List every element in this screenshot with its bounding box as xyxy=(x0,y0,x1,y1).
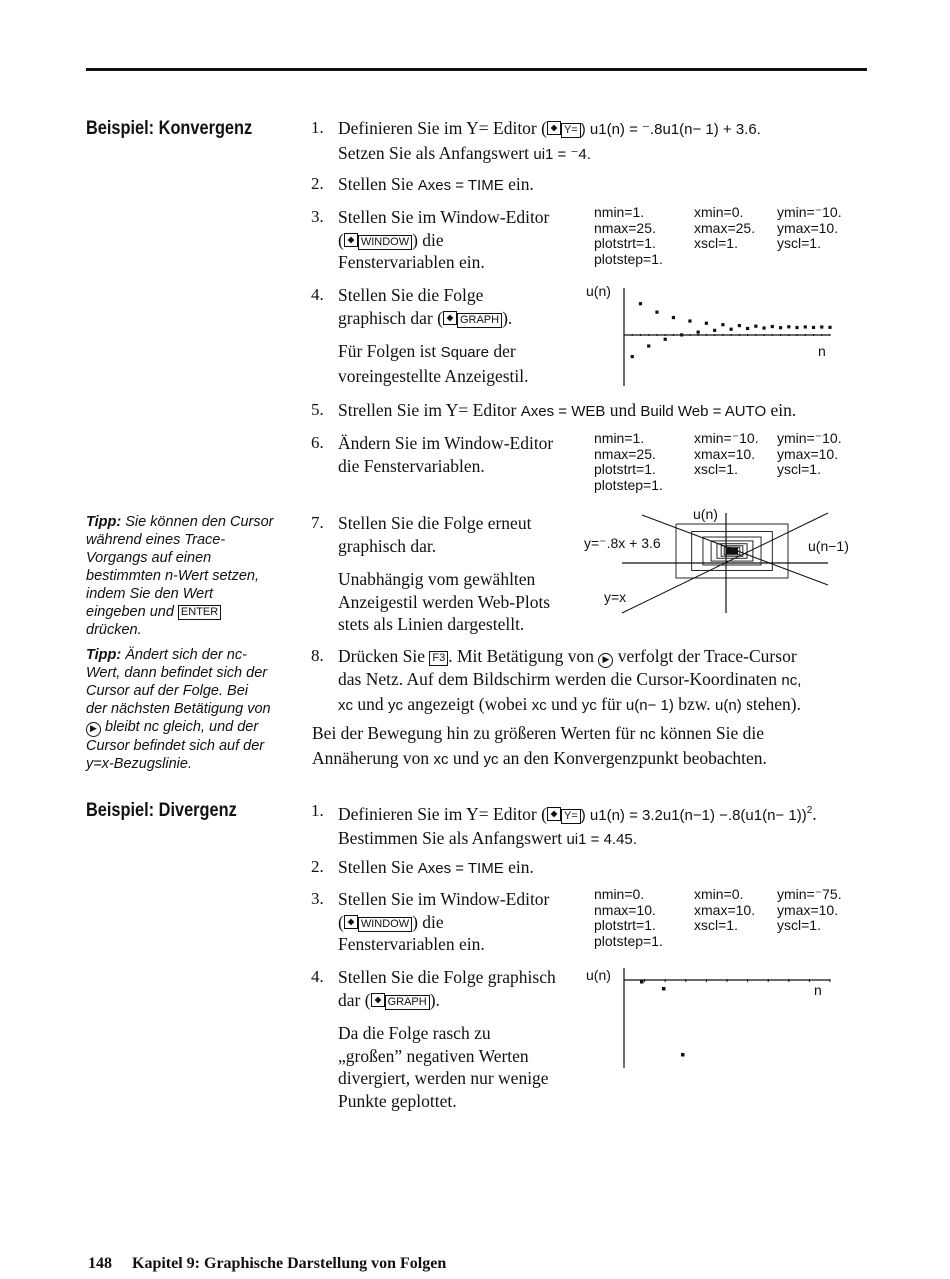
diamond-key-icon xyxy=(547,807,561,821)
convergence-time-graph xyxy=(582,280,842,392)
div-step-3-text: Stellen Sie im Window-Editor ( WINDOW ) die Fenstervariablen ein. xyxy=(338,889,550,954)
graph-point xyxy=(664,338,667,341)
step-1-text: Definieren Sie im Y= Editor ( Y= ) u1(n) = ⁻.8u1(n− 1) + 3.6. Setzen Sie als Anfangswert ui1 = ⁻4. xyxy=(338,118,761,163)
graph-point xyxy=(787,325,790,328)
tip-2: Tipp: Ändert sich der nc- Wert, dann befindet sich der Cursor auf der Folge. Bei der nächsten Betätigung von ▶ bleibt nc gleich, und der Cursor befindet sich auf der y=x-Bezugslinie. xyxy=(86,647,271,772)
key-graph: GRAPH xyxy=(385,995,430,1010)
step-number: 5. xyxy=(311,400,324,419)
graph-point xyxy=(746,327,749,330)
step-6-text: Ändern Sie im Window-Editor die Fenstervariablen. xyxy=(338,433,554,476)
step-7-text: Stellen Sie die Folge erneut graphisch dar. Unabhängig vom gewählten Anzeigestil werden Web-Plots stets als Linien dargestellt. xyxy=(338,513,551,634)
step-number: 3. xyxy=(311,207,324,226)
window-vars-table: nmin=0. xmin=0. ymin=⁻75. nmax=10. xmax=10. ymax=10. plotstrt=1. xscl=1. yscl=1. plotstep=1. xyxy=(594,886,842,949)
graph-point xyxy=(647,344,650,347)
graph-point xyxy=(705,322,708,325)
web-label-equation: y=⁻.8x + 3.6 xyxy=(584,535,661,551)
top-rule xyxy=(86,68,867,71)
divergence-time-graph xyxy=(582,964,842,1074)
footer xyxy=(88,1255,446,1273)
graph-point xyxy=(680,333,683,336)
step-number: 6. xyxy=(311,433,324,452)
step-number: 4. xyxy=(311,285,324,304)
tip-1: Tipp: Sie können den Cursor während eines Trace- Vorgangs auf einen bestimmten n-Wert setzen, indem Sie den Wert eingeben und ENTER drücken. xyxy=(86,514,274,638)
step-2-text: Stellen Sie Axes = TIME ein. xyxy=(338,174,534,194)
graph-point xyxy=(762,326,765,329)
web-cobweb xyxy=(676,524,788,578)
step-number: 3. xyxy=(311,889,324,908)
div-step-2-text: Stellen Sie Axes = TIME ein. xyxy=(338,857,534,877)
diamond-key-icon xyxy=(443,311,457,325)
step-number: 2. xyxy=(311,857,324,876)
step-number: 7. xyxy=(311,513,324,532)
key-f3: F3 xyxy=(429,651,448,666)
graph-point xyxy=(804,325,807,328)
graph-point xyxy=(640,980,644,984)
graph-point xyxy=(820,325,823,328)
graph-xlabel: n xyxy=(814,982,822,998)
step-number: 8. xyxy=(311,646,324,665)
graph-point xyxy=(681,1053,685,1057)
graph-point xyxy=(812,326,815,329)
graph-point xyxy=(672,316,675,319)
graph-point xyxy=(771,325,774,328)
web-label-un: u(n) xyxy=(693,506,718,522)
web-label-un1: u(n−1) xyxy=(808,538,849,554)
step-8-text: Drücken Sie F3 . Mit Betätigung von ▶ verfolgt der Trace-Cursor das Netz. Auf dem Bildschirm werden die Cursor-Koordinaten nc, xc und yc angezeigt (wobei xc und yc für u(n− 1) bzw. u(n) stehen). xyxy=(338,646,802,714)
step-4-text: Stellen Sie die Folge graphisch dar ( GRAPH ). Für Folgen ist Square der voreingestellte Anzeigestil. xyxy=(338,285,529,386)
graph-point xyxy=(779,326,782,329)
step-number: 1. xyxy=(311,801,324,820)
graph-point xyxy=(697,331,700,334)
right-arrow-key-icon: ▶ xyxy=(86,722,101,737)
step-number: 1. xyxy=(311,118,324,137)
key-enter: ENTER xyxy=(178,605,221,620)
graph-point xyxy=(754,325,757,328)
graph-point xyxy=(795,326,798,329)
diamond-key-icon xyxy=(547,121,561,135)
web-label-yx: y=x xyxy=(604,589,627,605)
window-vars-table: nmin=1. xmin=0. ymin=⁻10. nmax=25. xmax=25. ymax=10. plotstrt=1. xscl=1. yscl=1. plotstep=1. xyxy=(594,204,842,267)
section-title-divergenz: Beispiel: Divergenz xyxy=(86,800,237,821)
right-arrow-key-icon: ▶ xyxy=(598,653,613,668)
graph-point xyxy=(730,328,733,331)
graph-ylabel: u(n) xyxy=(586,967,611,983)
convergence-paragraph: Bei der Bewegung hin zu größeren Werten für nc können Sie die Annäherung von xc und yc an den Konvergenzpunkt beobachten. xyxy=(312,723,767,768)
page-number: 148 xyxy=(88,1255,112,1272)
key-window: WINDOW xyxy=(358,235,412,250)
graph-xlabel: n xyxy=(818,343,826,359)
graph-point xyxy=(662,987,666,991)
web-plot-graph xyxy=(580,503,870,617)
diamond-key-icon xyxy=(344,915,358,929)
graph-points xyxy=(631,302,832,358)
window-vars-table: nmin=1. xmin=⁻10. ymin=⁻10. nmax=25. xmax=10. ymax=10. plotstrt=1. xscl=1. yscl=1. plotstep=1. xyxy=(594,430,842,493)
graph-point xyxy=(688,319,691,322)
key-window: WINDOW xyxy=(358,917,412,932)
graph-point xyxy=(738,324,741,327)
div-step-4-text: Stellen Sie die Folge graphisch dar ( GRAPH ). Da die Folge rasch zu „großen” negativen Werten divergiert, werden nur wenige Punkte geplottet. xyxy=(338,967,556,1111)
graph-point xyxy=(828,326,831,329)
graph-point xyxy=(639,302,642,305)
graph-point xyxy=(721,323,724,326)
chapter-title: Kapitel 9: Graphische Darstellung von Folgen xyxy=(132,1255,447,1272)
div-step-1-text: Definieren Sie im Y= Editor ( Y= ) $u1(n) = 3.2u1(n-1) -.8(u1(n- 1))^2$. Bestimmen Sie als Anfangswert ui1 = 4.45. xyxy=(338,803,817,849)
key-y-equals: Y= xyxy=(561,809,581,824)
section-title-konvergenz: Beispiel: Konvergenz xyxy=(86,118,253,139)
diamond-key-icon xyxy=(371,993,385,1007)
graph-point xyxy=(655,311,658,314)
web-center xyxy=(726,548,738,554)
graph-point xyxy=(631,355,634,358)
step-3-text: Stellen Sie im Window-Editor ( WINDOW ) die Fenstervariablen ein. xyxy=(338,207,550,272)
key-graph: GRAPH xyxy=(457,313,502,328)
step-number: 4. xyxy=(311,967,324,986)
key-y-equals: Y= xyxy=(561,123,581,138)
step-5-text: Strellen Sie im Y= Editor Axes = WEB und Build Web = AUTO ein. xyxy=(338,400,797,420)
graph-point xyxy=(713,329,716,332)
step-number: 2. xyxy=(311,174,324,193)
graph-ylabel: u(n) xyxy=(586,283,611,299)
diamond-key-icon xyxy=(344,233,358,247)
